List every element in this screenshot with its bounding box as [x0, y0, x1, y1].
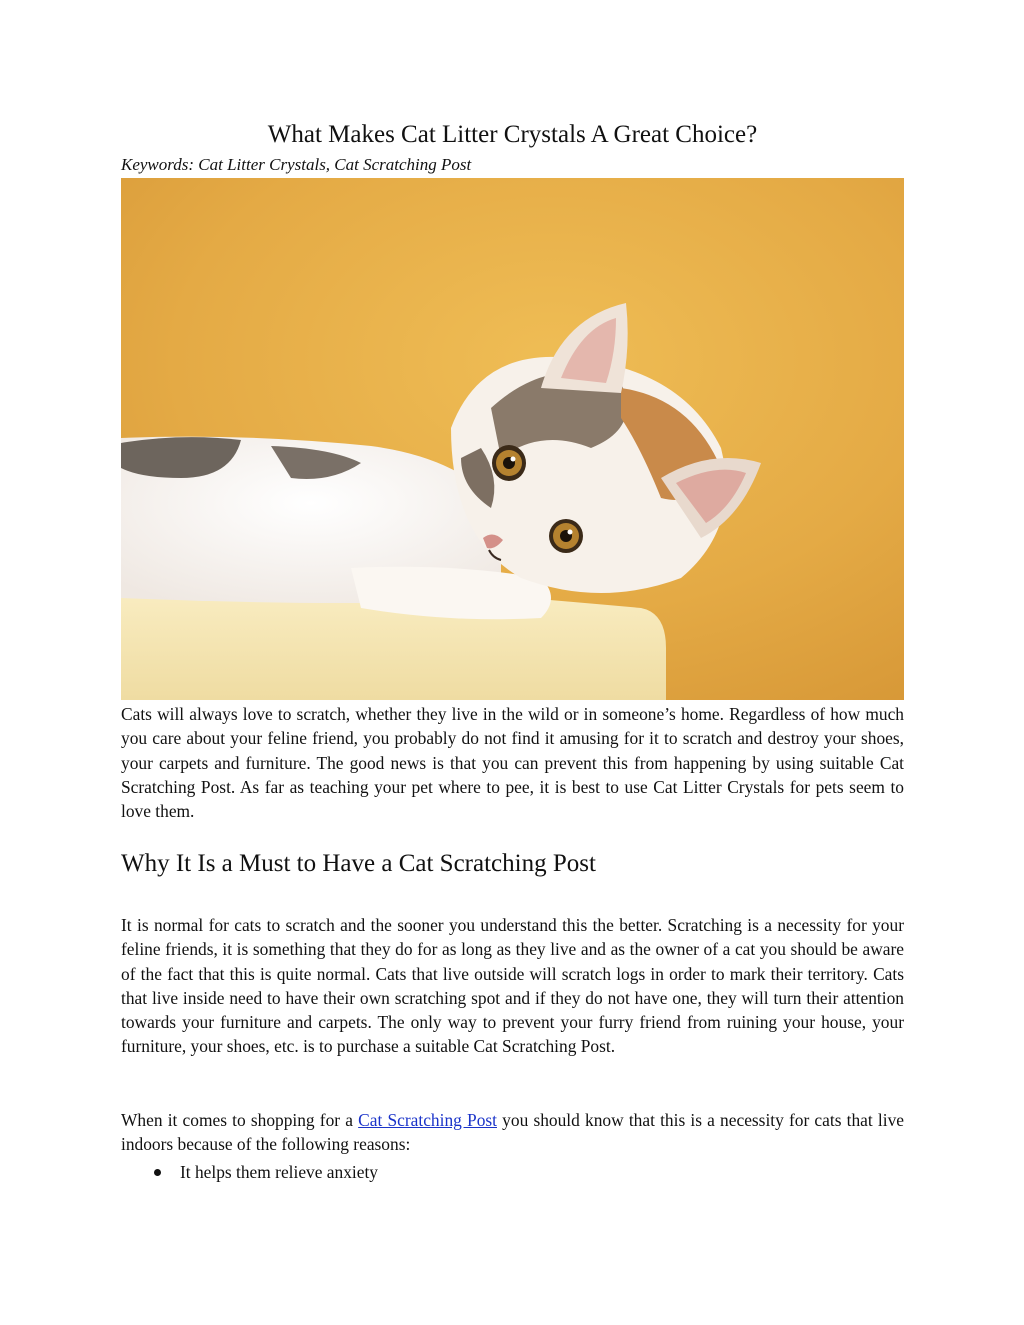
shopping-paragraph [121, 1108, 904, 1157]
bullet-icon [154, 1169, 161, 1176]
list-item [121, 1160, 904, 1184]
reasons-list [121, 1160, 904, 1184]
keywords-line: Keywords: Cat Litter Crystals, Cat Scratching Post [121, 155, 472, 174]
cat-scratching-post-link[interactable]: Cat Scratching Post [358, 1110, 497, 1130]
intro-paragraph: Cats will always love to scratch, whether they live in the wild or in someone’s home. Regardless of how much you care about your feline friend, you probably do not find it amusing for it to scratch and destroy your shoes, your carpets and furniture. The good news is that you can prevent this from happening by using suitable Cat Scratching Post. As far as teaching your pet where to pee, it is best to use Cat Litter Crystals for pets seem to love them. [121, 704, 904, 822]
section-heading: Why It Is a Must to Have a Cat Scratching Post [121, 850, 596, 877]
shopping-text-before: When it comes to shopping for a [121, 1110, 359, 1130]
kitten-photo [121, 178, 904, 700]
reason-text: It helps them relieve anxiety [180, 1162, 378, 1182]
shopping-text-after: you should know that this is a necessity for cats that live indoors because of the following reasons: [121, 1110, 904, 1155]
page-title: What Makes Cat Litter Crystals A Great Choice? [267, 121, 758, 148]
section-paragraph: It is normal for cats to scratch and the sooner you understand this the better. Scratching is a necessity for your feline friends, it is something that they do for as long as they live and as the owner of a cat you should be aware of the fact that this is quite normal. Cats that live outside will scratch logs in order to mark their territory. Cats that live inside need to have their own scratching spot and if they do not have one, they will turn their attention towards your furniture and carpets. The only way to prevent your furry friend from ruining your house, your furniture, your shoes, etc. is to purchase a suitable Cat Scratching Post. [121, 915, 904, 1057]
